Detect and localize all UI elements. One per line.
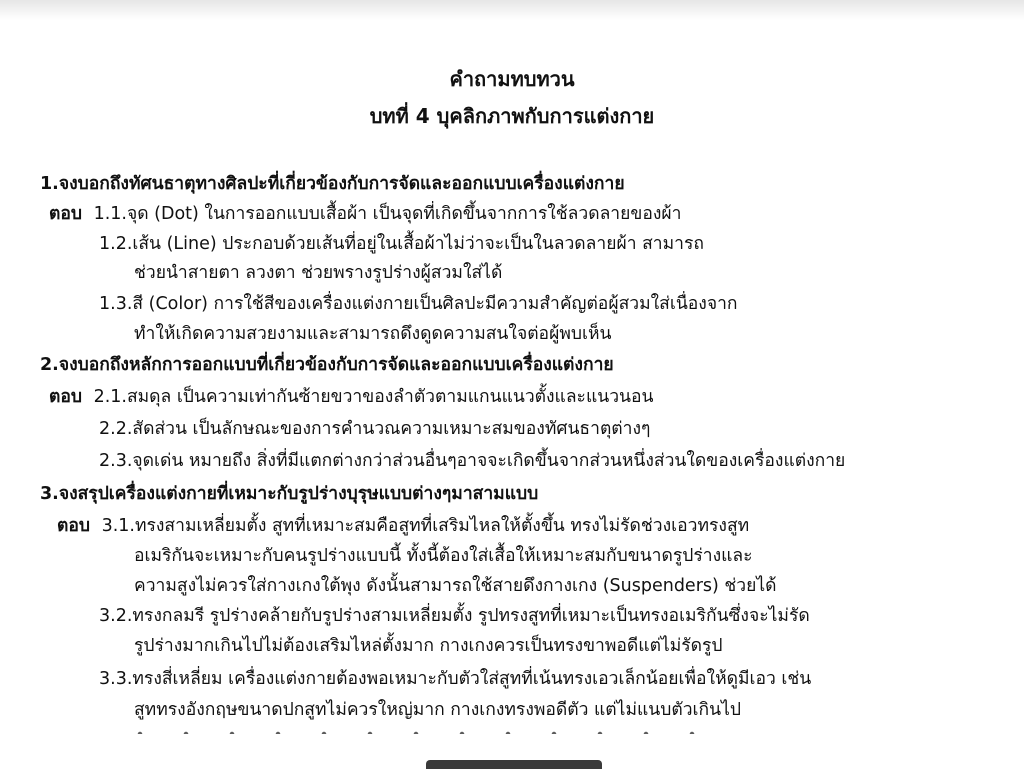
answer-1-2-line-1: 1.2.เส้น (Line) ประกอบด้วยเส้นที่อยู่ในเสื้อผ้าไม่ว่าจะเป็นในลวดลายผ้า สามารถ — [99, 234, 704, 254]
answer-3-1-row — [57, 514, 749, 538]
answer-label: ตอบ — [49, 204, 82, 224]
document-subtitle: บทที่ 4 บุคลิกภาพกับการแต่งกาย — [369, 104, 655, 128]
answer-3-1-line-3: ความสูงไม่ควรใส่กางเกงใต้พุง ดังนั้นสามารถใช้สายดึงกางเกง (Suspenders) ช่วยได้ — [134, 576, 777, 596]
answer-3-3-line-2: สูททรงอังกฤษขนาดปกสูทไม่ควรใหญ่มาก กางเกงทรงพอดีตัว แต่ไม่แนบตัวเกินไป — [134, 700, 742, 720]
cut-off-text-line — [130, 728, 730, 734]
answer-1-3-line-1: 1.3.สี (Color) การใช้สีของเครื่องแต่งกายเป็นศิลปะมีความสำคัญต่อผู้สวมใส่เนื่องจาก — [99, 294, 738, 314]
answer-1-3-line-2: ทำให้เกิดความสวยงามและสามารถดึงดูดความสนใจต่อผู้พบเห็น — [134, 324, 612, 344]
answer-2-1-row — [49, 385, 653, 409]
question-3: 3.จงสรุปเครื่องแต่งกายที่เหมาะกับรูปร่างบุรุษแบบต่างๆมาสามแบบ — [40, 484, 539, 504]
question-2: 2.จงบอกถึงหลักการออกแบบที่เกี่ยวข้องกับการจัดและออกแบบเครื่องแต่งกาย — [40, 355, 614, 375]
answer-2-1: 2.1.สมดุล เป็นความเท่ากันซ้ายขวาของลำตัวตามแกนแนวตั้งและแนวนอน — [93, 387, 654, 407]
bottom-scroll-handle[interactable] — [426, 760, 602, 769]
answer-2-3: 2.3.จุดเด่น หมายถึง สิ่งที่มีแตกต่างกว่าส่วนอื่นๆอาจจะเกิดขึ้นจากส่วนหนึ่งส่วนใดของเครื่องแต่งกาย — [99, 451, 846, 471]
answer-1-2-line-2: ช่วยนำสายตา ลวงตา ช่วยพรางรูปร่างผู้สวมใส่ได้ — [134, 263, 503, 283]
answer-1-1-row — [49, 202, 681, 226]
answer-label: ตอบ — [57, 516, 90, 536]
answer-3-3-line-1: 3.3.ทรงสี่เหลี่ยม เครื่องแต่งกายต้องพอเหมาะกับตัวใส่สูทที่เน้นทรงเอวเล็กน้อยเพื่อให้ดูมีเอว เช่น — [99, 669, 812, 689]
answer-3-2-line-2: รูปร่างมากเกินไปไม่ต้องเสริมไหล่ตั้งมาก กางเกงควรเป็นทรงขาพอดีแต่ไม่รัดรูป — [134, 636, 723, 656]
answer-2-2: 2.2.สัดส่วน เป็นลักษณะของการคำนวณความเหมาะสมของทัศนธาตุต่างๆ — [99, 419, 651, 439]
answer-3-2-line-1: 3.2.ทรงกลมรี รูปร่างคล้ายกับรูปร่างสามเหลี่ยมตั้ง รูปทรงสูทที่เหมาะเป็นทรงอเมริกันซึ่งจะไม่รัด — [99, 606, 810, 626]
answer-1-1: 1.1.จุด (Dot) ในการออกแบบเสื้อผ้า เป็นจุดที่เกิดขึ้นจากการใช้ลวดลายของผ้า — [93, 204, 682, 224]
question-1: 1.จงบอกถึงทัศนธาตุทางศิลปะที่เกี่ยวข้องกับการจัดและออกแบบเครื่องแต่งกาย — [40, 174, 625, 194]
answer-label: ตอบ — [49, 387, 82, 407]
document-title: คำถามทบทวน — [449, 67, 575, 91]
answer-3-1-line-1: 3.1.ทรงสามเหลี่ยมตั้ง สูทที่เหมาะสมคือสูทที่เสริมไหลให้ตั้งขึ้น ทรงไม่รัดช่วงเอวทรงสูท — [101, 516, 750, 536]
answer-3-1-line-2: อเมริกันจะเหมาะกับคนรูปร่างแบบนี้ ทั้งนี้ต้องใส่เสื้อให้เหมาะสมกับขนาดรูปร่างและ — [134, 546, 753, 566]
